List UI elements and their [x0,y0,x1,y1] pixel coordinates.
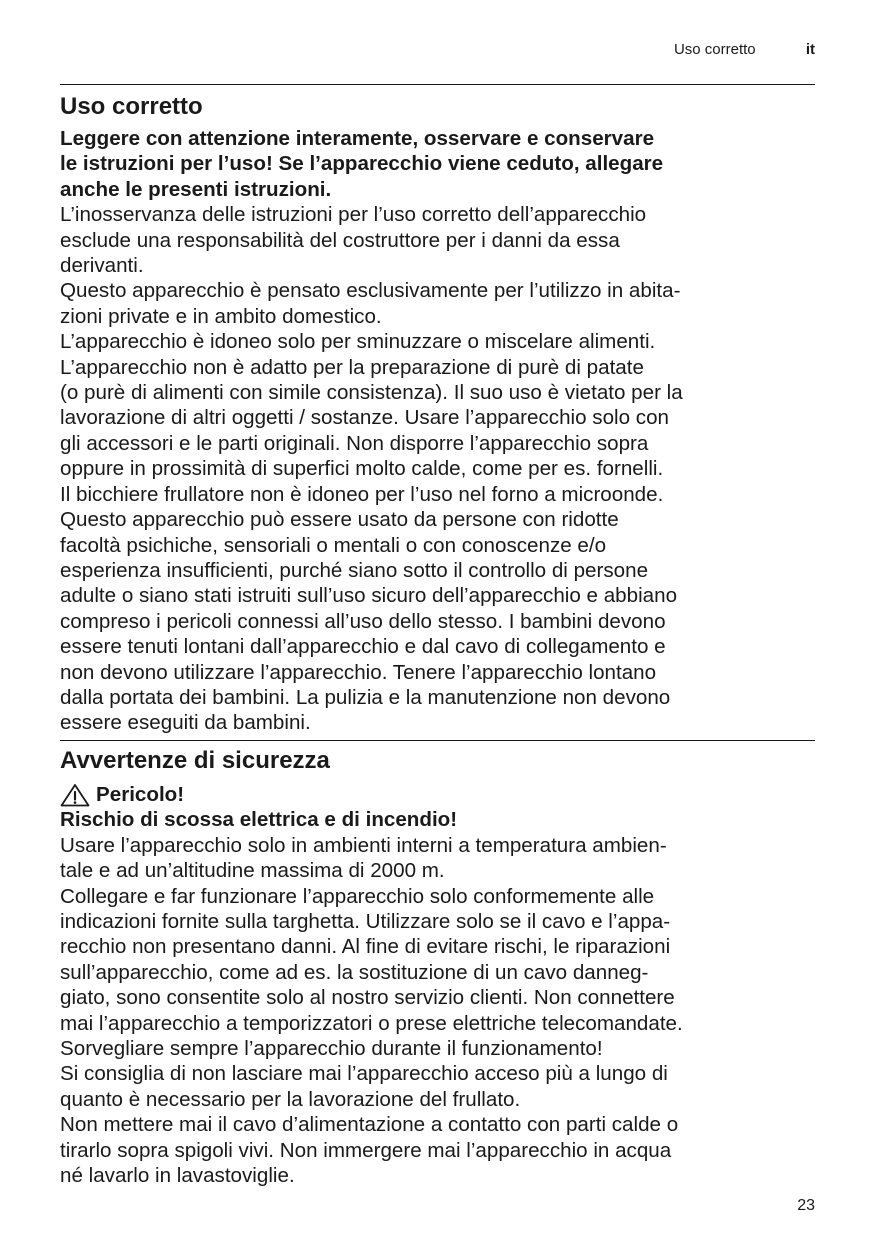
body-line: tirarlo sopra spigoli vivi. Non immergere mai l’apparecchio in acqua [60,1138,672,1162]
body-line: giato, sono consentite solo al nostro servizio clienti. Non connettere [60,986,675,1010]
body-line: L’apparecchio è idoneo solo per sminuzzare o miscelare alimenti. [60,330,656,354]
running-header [60,40,815,60]
lead-paragraph [60,126,817,202]
body-line: Questo apparecchio può essere usato da persone con ridotte [60,508,619,532]
body-line: facoltà psichiche, sensoriali o mentali o con conoscenze e/o [60,533,607,557]
body-line: essere tenuti lontani dall’apparecchio e dal cavo di collegamento e [60,635,666,659]
body-line: esclude una responsabilità del costruttore per i danni da essa [60,228,620,252]
body-line: Si consiglia di non lasciare mai l’apparecchio acceso più a lungo di [60,1062,668,1086]
warning-heading [60,782,817,807]
body-line: zioni private e in ambito domestico. [60,304,382,328]
section-title-avvertenze: Avvertenze di sicurezza [60,747,330,774]
body-line: gli accessori e le parti originali. Non disporre l’apparecchio sopra [60,431,649,455]
body-line: dalla portata dei bambini. La pulizia e la manutenzione non devono [60,685,671,709]
section-title-uso-corretto: Uso corretto [60,93,203,120]
body-line: (o purè di alimenti con simile consistenza). Il suo uso è vietato per la [60,381,683,405]
body-line: Il bicchiere frullatore non è idoneo per l’uso nel forno a microonde. [60,482,664,506]
body-line: sull’apparecchio, come ad es. la sostituzione di un cavo danneg- [60,960,649,984]
body-line: Usare l’apparecchio solo in ambienti interni a temperatura ambien- [60,833,667,857]
body-line: essere eseguiti da bambini. [60,711,311,735]
body-line: recchio non presentano danni. Al fine di evitare rischi, le riparazioni [60,935,671,959]
body-line: Sorvegliare sempre l’apparecchio durante il funzionamento! [60,1037,603,1061]
section-uso-corretto [60,92,817,736]
body-line: esperienza insufficienti, purché siano sotto il controllo di persone [60,558,649,582]
section-avvertenze-sicurezza [60,746,817,1189]
warning-subtitle: Rischio di scossa elettrica e di incendio! [60,808,458,832]
body-line: Collegare e far funzionare l’apparecchio solo conformemente alle [60,884,655,908]
header-section-title: Uso corretto [673,41,756,58]
body-line: L’inosservanza delle istruzioni per l’uso corretto dell’apparecchio [60,203,647,227]
warning-triangle-icon [60,783,90,807]
body-line: né lavarlo in lavastoviglie. [60,1164,295,1188]
section-divider [60,740,815,741]
body-text [60,202,817,736]
body-line: compreso i pericoli connessi all’uso dello stesso. I bambini devono [60,609,666,633]
body-line: tale e ad un’altitudine massima di 2000 m. [60,859,445,883]
page-number: 23 [797,1197,815,1214]
body-line: derivanti. [60,254,144,278]
body-line: L’apparecchio non è adatto per la preparazione di purè di patate [60,355,644,379]
body-text [60,833,817,1189]
body-line: indicazioni fornite sulla targhetta. Utilizzare solo se il cavo e l’appa- [60,910,671,934]
lead-line: le istruzioni per l’uso! Se l’apparecchio viene ceduto, allegare [60,152,664,176]
lead-line: Leggere con attenzione interamente, osservare e conservare [60,127,655,150]
body-line: Non mettere mai il cavo d’alimentazione a contatto con parti calde o [60,1113,679,1137]
lead-line: anche le presenti istruzioni. [60,177,332,201]
body-line: quanto è necessario per la lavorazione del frullato. [60,1087,521,1111]
body-line: non devono utilizzare l’apparecchio. Tenere l’apparecchio lontano [60,660,657,684]
header-language-code: it [805,41,815,58]
body-line: Questo apparecchio è pensato esclusivamente per l’utilizzo in abita- [60,279,681,303]
body-line: adulte o siano stati istruiti sull’uso sicuro dell’apparecchio e abbiano [60,584,678,608]
warning-title: Pericolo! [96,783,185,806]
top-divider [60,84,815,85]
body-line: lavorazione di altri oggetti / sostanze. Usare l’apparecchio solo con [60,406,669,430]
body-line: oppure in prossimità di superfici molto calde, come per es. fornelli. [60,457,664,481]
body-line: mai l’apparecchio a temporizzatori o prese elettriche telecomandate. [60,1011,683,1035]
